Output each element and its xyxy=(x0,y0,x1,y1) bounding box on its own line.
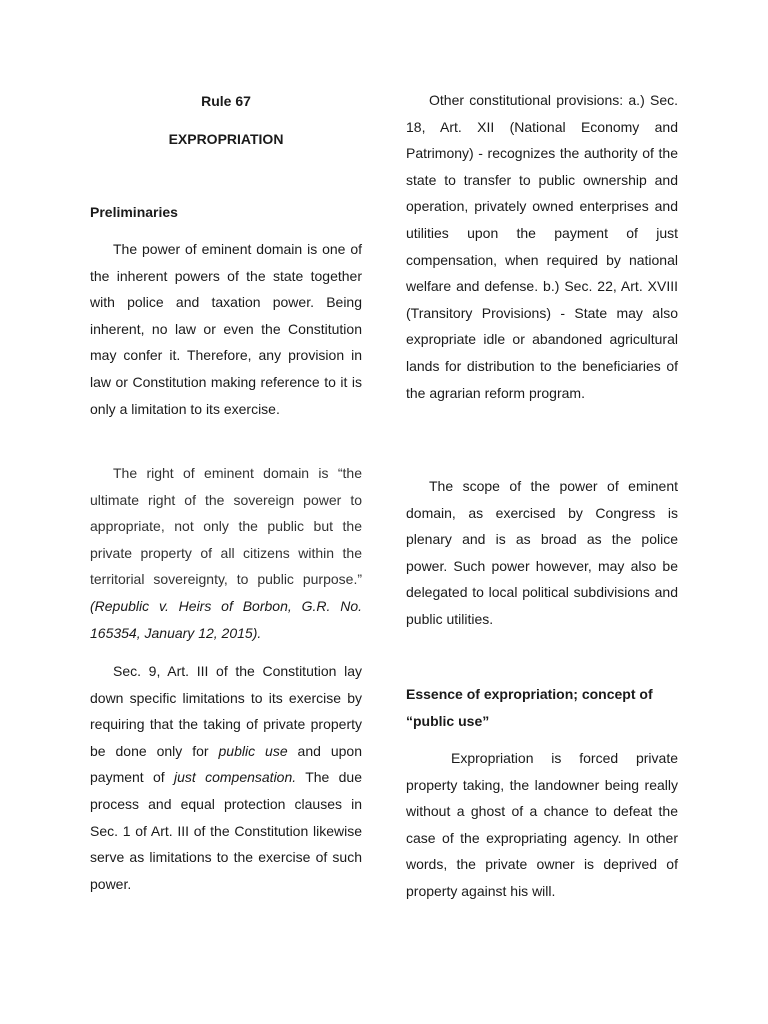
limitations-text-a: Sec. 9, Art. III of the Constitution lay down specific limitations to its exercise by requiring that the taking of private property be done only for xyxy=(90,663,362,759)
case-citation: (Republic v. Heirs of Borbon, G.R. No. 165354, January 12, 2015). xyxy=(90,597,362,641)
paragraph-scope-of-power: The scope of the power of eminent domain, as exercised by Congress is plenary and is as broad as the police power. Such power however, may also be delegated to local political subdivisions and public utilities. xyxy=(406,478,678,627)
preliminaries-heading: Preliminaries xyxy=(90,204,178,220)
paragraph-eminent-domain-power: The power of eminent domain is one of the inherent powers of the state together with police and taxation power. Being inherent, no law or even the Constitution may confer it. Therefore, any provision in law or Constitution making reference to it is only a limitation to its exercise. xyxy=(90,241,362,417)
paragraph-essence-of-expropriation: Expropriation is forced private property taking, the landowner being really without a ghost of a chance to defeat the case of the expropriating agency. In other words, the private owner is deprived of property against his will. xyxy=(406,750,678,899)
limitations-text-b: and upon payment of xyxy=(90,742,362,786)
document-title: EXPROPRIATION xyxy=(168,131,284,147)
definition-text: The right of eminent domain is “the ultimate right of the sovereign power to appropriate, not only the public but the private property of all citizens within the territorial sovereignty, to public purpose.” xyxy=(90,465,362,588)
limitations-text-c: The due process and equal protection clauses in Sec. 1 of Art. III of the Constitution likewise serve as limitations to the exercise of such power. xyxy=(90,769,363,892)
paragraph-constitutional-limitations xyxy=(90,658,362,897)
rule-number: Rule 67 xyxy=(201,93,251,109)
essence-heading: Essence of expropriation; concept of “public use” xyxy=(406,686,653,729)
public-use-term: public use xyxy=(218,742,288,759)
paragraph-right-of-eminent-domain xyxy=(90,460,362,646)
paragraph-other-provisions: Other constitutional provisions: a.) Sec. 18, Art. XII (National Economy and Patrimony) - recognizes the authority of the state to transfer to public ownership and operation, privately owned enterprises and utilities upon the payment of just compensation, when required by national welfare and defense. b.) Sec. 22, Art. XVIII (Transitory Provisions) - State may also expropriate idle or abandoned agricultural lands for distribution to the beneficiaries of the agrarian reform program. xyxy=(406,92,678,401)
just-compensation-term: just compensation. xyxy=(174,769,297,786)
